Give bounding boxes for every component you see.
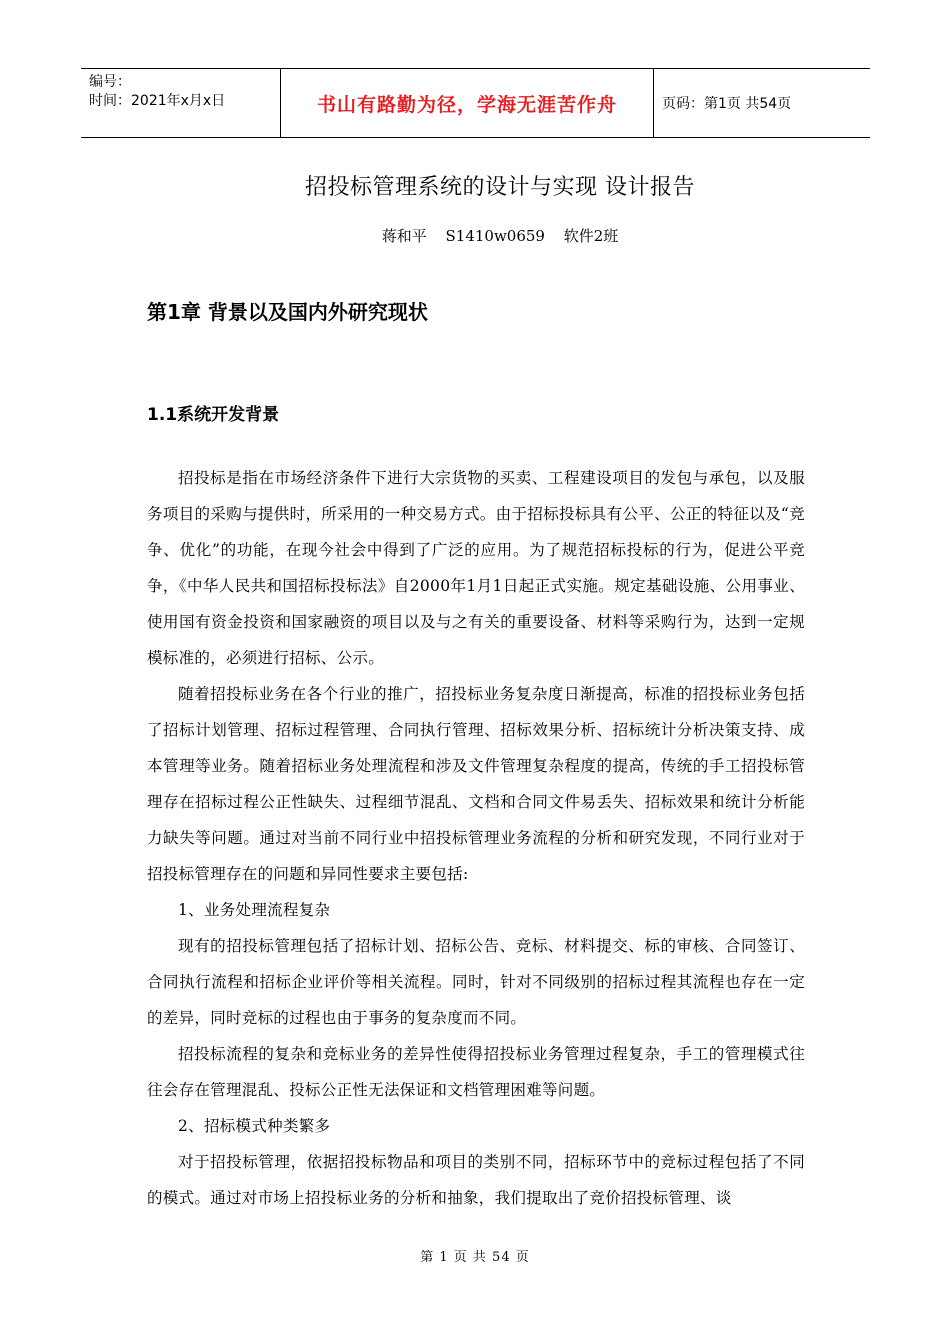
time-label: 时间：2021年x月x日 <box>89 93 226 109</box>
paragraph: 招投标流程的复杂和竞标业务的差异性使得招投标业务管理过程复杂，手工的管理模式往往会存在管理混乱、投标公正性无法保证和文档管理困难等问题。 <box>147 1045 805 1099</box>
section-heading: 1.1系统开发背景 <box>147 405 280 425</box>
page-footer: 第 1 页 共 54 页 <box>420 1250 530 1265</box>
document-title: 招投标管理系统的设计与实现 设计报告 <box>305 175 695 200</box>
header-page-info <box>654 69 870 137</box>
list-heading: 1、业务处理流程复杂 <box>178 901 331 919</box>
chapter-heading: 第1章 背景以及国内外研究现状 <box>147 300 428 324</box>
author-line <box>0 225 950 246</box>
header-motto-cell <box>281 69 654 137</box>
body-text <box>147 460 805 1216</box>
paragraph: 对于招投标管理，依据招投标物品和项目的类别不同，招标环节中的竞标过程包括了不同的模式。通过对市场上招投标业务的分析和抽象，我们提取出了竞价招投标管理、谈 <box>147 1153 805 1207</box>
paragraph: 招投标是指在市场经济条件下进行大宗货物的买卖、工程建设项目的发包与承包，以及服务项目的采购与提供时，所采用的一种交易方式。由于招标投标具有公平、公正的特征以及“竞争、优化”的功能，在现今社会中得到了广泛的应用。为了规范招标投标的行为，促进公平竞争，《中华人民共和国招标投标法》自2000年1月1日起正式实施。规定基础设施、公用事业、使用国有资金投资和国家融资的项目以及与之有关的重要设备、材料等采购行为，达到一定规模标准的，必须进行招标、公示。 <box>147 469 805 667</box>
motto: 书山有路勤为径，学海无涯苦作舟 <box>316 93 617 116</box>
header-meta <box>81 69 281 137</box>
paragraph: 现有的招投标管理包括了招标计划、招标公告、竞标、材料提交、标的审核、合同签订、合同执行流程和招标企业评价等相关流程。同时，针对不同级别的招标过程其流程也存在一定的差异，同时竞标的过程也由于事务的复杂度而不同。 <box>147 937 805 1027</box>
paragraph: 随着招投标业务在各个行业的推广，招投标业务复杂度日渐提高，标准的招投标业务包括了招标计划管理、招标过程管理、合同执行管理、招标效果分析、招标统计分析决策支持、成本管理等业务。随着招标业务处理流程和涉及文件管理复杂程度的提高，传统的手工招投标管理存在招标过程公正性缺失、过程细节混乱、文档和合同文件易丢失、招标效果和统计分析能力缺失等问题。通过对当前不同行业中招投标管理业务流程的分析和研究发现，不同行业对于招投标管理存在的问题和异同性要求主要包括: <box>147 685 805 883</box>
page-header <box>81 68 870 138</box>
author-class: 软件2班 <box>563 227 619 245</box>
author-id: S1410w0659 <box>445 227 545 245</box>
page-info: 页码：第1页 共54页 <box>662 96 792 112</box>
author-name: 蒋和平 <box>381 227 427 245</box>
number-label: 编号： <box>89 74 131 90</box>
list-heading: 2、招标模式种类繁多 <box>178 1117 331 1135</box>
